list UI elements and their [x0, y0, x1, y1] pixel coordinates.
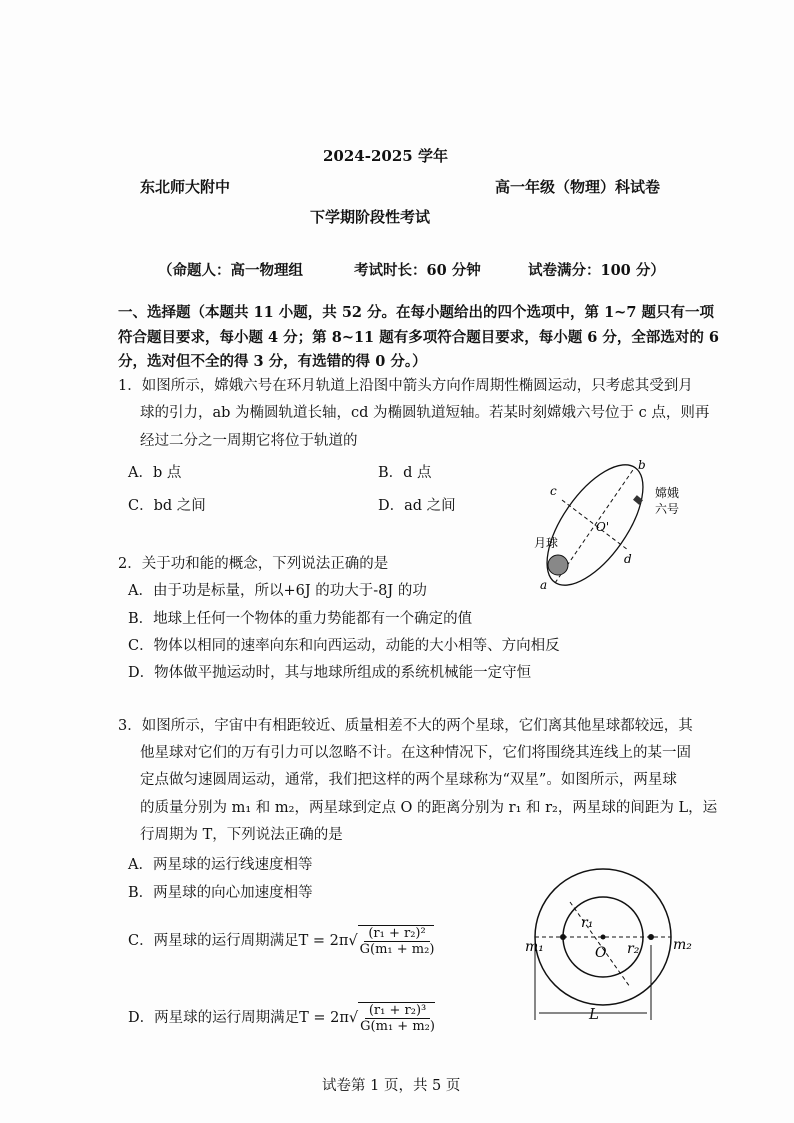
q3-option-b: B．两星球的向心加速度相等: [128, 885, 313, 901]
q3-stem: 定点做匀速圆周运动，通常，我们把这样的两个星球称为“双星”。如图所示，两星球: [140, 772, 677, 788]
school-year: 2024-2025 学年: [323, 147, 448, 165]
q1-stem: 经过二分之一周期它将位于轨道的: [140, 433, 358, 449]
q1-option-b: B．d 点: [378, 465, 432, 481]
svg-text:d: d: [624, 552, 632, 566]
svg-text:嫦娥: 嫦娥: [655, 486, 680, 500]
section-heading: 符合题目要求，每小题 4 分；第 8~11 题有多项符合题目要求，每小题 6 分，全部选对的 6: [118, 329, 720, 346]
svg-text:六号: 六号: [655, 502, 680, 516]
svg-text:月球: 月球: [534, 536, 559, 550]
q1-option-c: C．bd 之间: [128, 498, 206, 514]
svg-text:a: a: [540, 578, 548, 592]
q2-option-b: B．地球上任何一个物体的重力势能都有一个确定的值: [128, 611, 473, 627]
orbit-figure: [520, 455, 690, 595]
binary-star-figure: [515, 855, 700, 1035]
q3-stem: 他星球对它们的万有引力可以忽略不计。在这种情况下，它们将围绕其连线上的某一固: [140, 745, 691, 761]
exam-name: 高一年级（物理）科试卷: [495, 178, 661, 196]
svg-text:O: O: [595, 945, 607, 961]
svg-text:r₁: r₁: [581, 915, 594, 931]
svg-text:O': O': [596, 520, 610, 534]
author: （命题人：高一物理组: [158, 262, 303, 279]
svg-text:c: c: [550, 484, 557, 498]
q3-stem: 的质量分别为 m₁ 和 m₂，两星球到定点 O 的距离分别为 r₁ 和 r₂，两星球的间距为 L，运: [140, 800, 718, 816]
page-footer: 试卷第 1 页，共 5 页: [322, 1078, 461, 1094]
q1-stem: 球的引力，ab 为椭圆轨道长轴，cd 为椭圆轨道短轴。若某时刻嫦娥六号位于 c 点，则再: [140, 405, 710, 421]
q2-option-d: D．物体做平抛运动时，其与地球所组成的系统机械能一定守恒: [128, 665, 532, 681]
q2-option-c: C．物体以相同的速率向东和向西运动，动能的大小相等、方向相反: [128, 638, 560, 654]
q2-stem: 2．关于功和能的概念，下列说法正确的是: [118, 556, 389, 572]
q1-stem: 1．如图所示，嫦娥六号在环月轨道上沿图中箭头方向作周期性椭圆运动，只考虑其受到月: [118, 378, 693, 394]
section-heading: 分，选对但不全的得 3 分，有选错的得 0 分。）: [118, 353, 427, 370]
q3-option-c: C．两星球的运行周期满足T = 2π√ $\frac{\text{(r₁ + r₂)²}}{\text{G(m₁ + m₂)}}$: [128, 926, 435, 957]
svg-text:L: L: [589, 1005, 599, 1023]
q2-option-a: A．由于功是标量，所以+6J 的功大于-8J 的功: [128, 583, 427, 599]
school-name: 东北师大附中: [140, 178, 231, 196]
full-score: 试卷满分：100 分）: [528, 262, 665, 279]
svg-text:m₁: m₁: [525, 939, 544, 955]
q1-option-d: D．ad 之间: [378, 498, 456, 514]
svg-text:m₂: m₂: [673, 937, 692, 953]
q3-stem: 行周期为 T，下列说法正确的是: [140, 827, 343, 843]
q1-option-a: A．b 点: [128, 465, 182, 481]
q3-stem: 3．如图所示，宇宙中有相距较近、质量相差不大的两个星球，它们离其他星球都较远，其: [118, 718, 693, 734]
q3-option-d: D．两星球的运行周期满足T = 2π√ $\frac{\text{(r₁ + r₂)³}}{\text{G(m₁ + m₂)}}$: [128, 1003, 435, 1034]
q3-option-a: A．两星球的运行线速度相等: [128, 857, 313, 873]
section-heading: 一、选择题（本题共 11 小题，共 52 分。在每小题给出的四个选项中，第 1~7 题只有一项: [118, 304, 714, 321]
duration: 考试时长：60 分钟: [354, 262, 481, 279]
term: 下学期阶段性考试: [310, 208, 431, 226]
label-b: b: [638, 458, 646, 472]
svg-text:r₂: r₂: [627, 941, 640, 957]
